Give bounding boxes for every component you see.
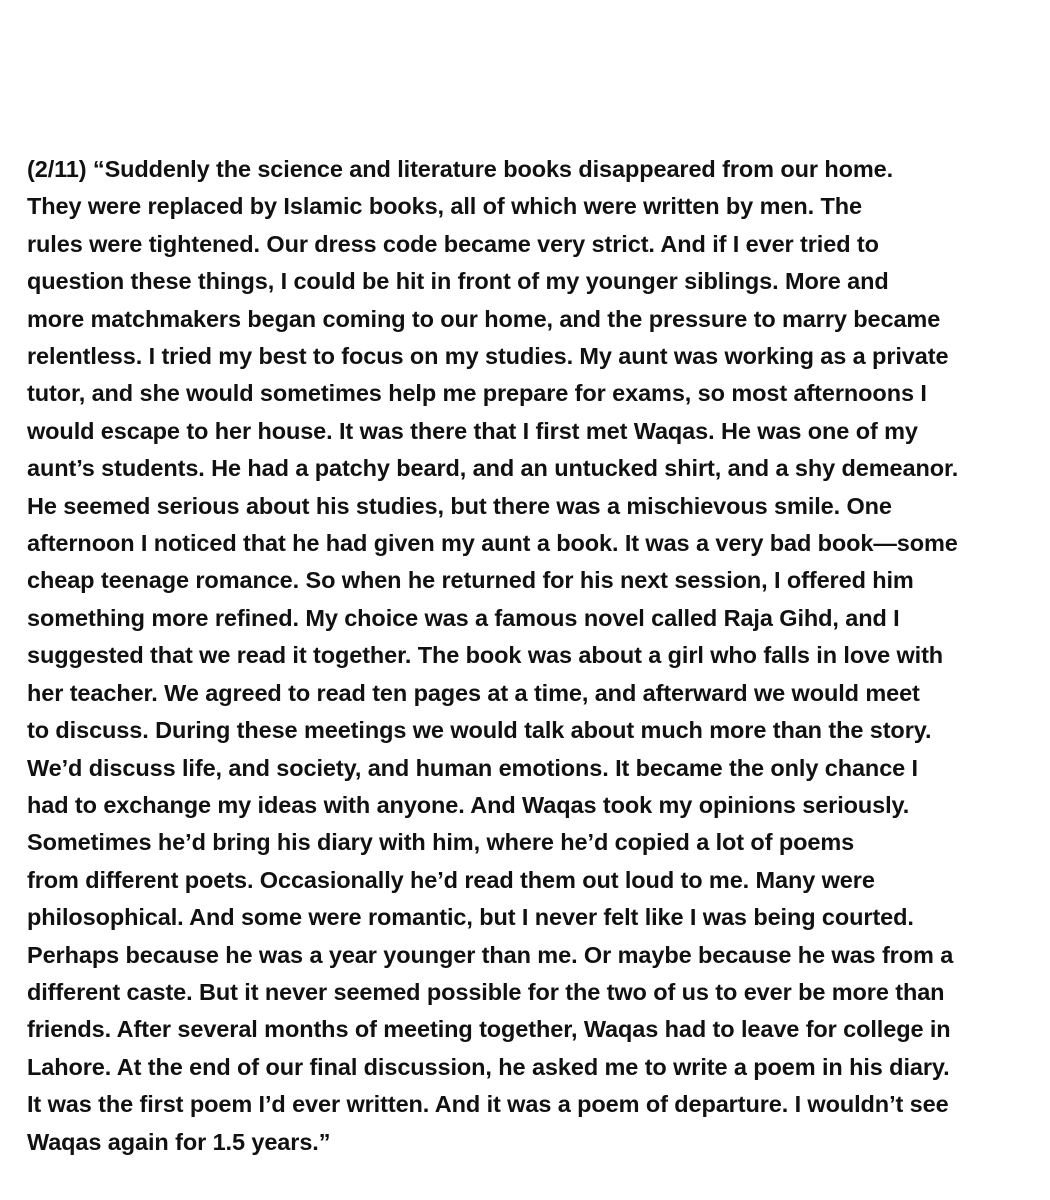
story-line: different caste. But it never seemed possible for the two of us to ever be more than	[27, 978, 945, 1005]
story-line: from different poets. Occasionally he’d read them out loud to me. Many were	[27, 866, 875, 893]
story-line: her teacher. We agreed to read ten pages at a time, and afterward we would meet	[27, 679, 920, 706]
story-line: something more refined. My choice was a famous novel called Raja Gihd, and I	[27, 604, 900, 631]
story-line: rules were tightened. Our dress code became very strict. And if I ever tried to	[27, 230, 879, 257]
story-line: cheap teenage romance. So when he returned for his next session, I offered him	[27, 567, 914, 594]
story-line: friends. After several months of meeting together, Waqas had to leave for college in	[27, 1016, 951, 1043]
story-line: question these things, I could be hit in front of my younger siblings. More and	[27, 268, 889, 295]
story-line: It was the first poem I’d ever written. And it was a poem of departure. I wouldn’t see	[27, 1091, 949, 1118]
story-line: Waqas again for 1.5 years.”	[27, 1128, 331, 1155]
story-line: philosophical. And some were romantic, but I never felt like I was being courted.	[27, 904, 914, 931]
story-line: Sometimes he’d bring his diary with him, where he’d copied a lot of poems	[27, 829, 855, 856]
story-line: would escape to her house. It was there that I first met Waqas. He was one of my	[27, 417, 918, 444]
story-line: more matchmakers began coming to our home, and the pressure to marry became	[27, 305, 941, 332]
story-line: afternoon I noticed that he had given my aunt a book. It was a very bad book—some	[27, 530, 958, 557]
story-line: We’d discuss life, and society, and human emotions. It became the only chance I	[27, 754, 918, 781]
story-line: They were replaced by Islamic books, all of which were written by men. The	[27, 193, 862, 220]
story-line: Perhaps because he was a year younger than me. Or maybe because he was from a	[27, 941, 954, 968]
story-line: to discuss. During these meetings we would talk about much more than the story.	[27, 717, 932, 744]
story-line: had to exchange my ideas with anyone. And Waqas took my opinions seriously.	[27, 791, 910, 818]
story-line: tutor, and she would sometimes help me prepare for exams, so most afternoons I	[27, 380, 927, 407]
story-line: He seemed serious about his studies, but there was a mischievous smile. One	[27, 492, 892, 519]
story-line: relentless. I tried my best to focus on my studies. My aunt was working as a private	[27, 343, 949, 370]
story-line: aunt’s students. He had a patchy beard, and an untucked shirt, and a shy demeanor.	[27, 455, 959, 482]
story-line: Lahore. At the end of our final discussion, he asked me to write a poem in his diary.	[27, 1053, 950, 1080]
story-line: suggested that we read it together. The book was about a girl who falls in love with	[27, 642, 944, 669]
story-text	[27, 151, 1037, 1161]
story-line: (2/11) “Suddenly the science and literature books disappeared from our home.	[27, 156, 894, 182]
